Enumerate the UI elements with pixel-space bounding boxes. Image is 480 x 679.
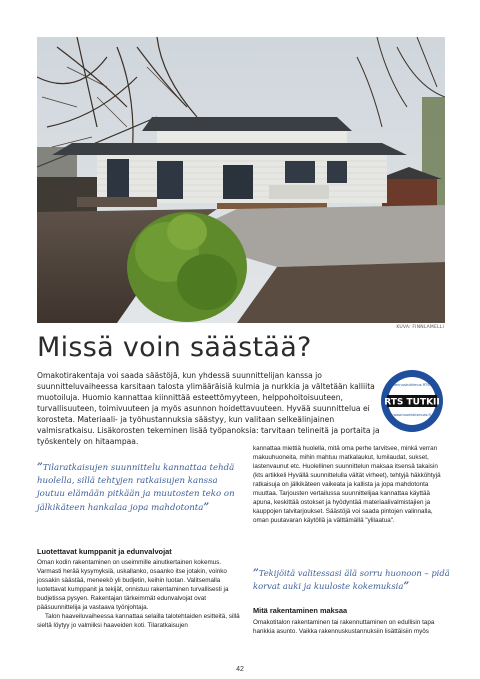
rts-tutkii-seal (379, 368, 445, 434)
pull-quote-secondary: ”Tekijöitä valitessasi älä sorru huonoon – pidä korvat auki ja kuuloste kokemuksia” (253, 568, 450, 592)
house-photo (37, 37, 445, 323)
subheading-kumppanit: Luotettavat kumppanit ja edunvalvojat (37, 547, 172, 556)
svg-text:Rakennustutkimus RTS Oy: Rakennustutkimus RTS Oy (388, 383, 436, 387)
pull-quote-text: Tilaratkaisujen suunnittelu kannattaa tehdä huolella, sillä tehtyjen ratkaisujen kanssa joutuu elämään pitkään ja muutosten teko on jälkikäteen hankalaa jopa mahdotonta (37, 463, 235, 513)
page-number: 42 (236, 666, 244, 673)
column-right-body: kannattaa miettiä huolella, mitä oma perhe tarvitsee, minkä verran makuuhuoneita, mihin mahtuu matkalaukut, lumilaudat, sukset, lastenvaunut etc. Huolellinen suunnittelun maksaa itsensä takaisin (kts artikkeli Hyvällä suunnittelulla vältät virheet), tehtyjä häkköhtyjä ratkaisuja on jälkikäteen vaikeata ja kallista ja jopa mahdotonta muuttaa. Tarjousten vertailussa suunnittelijaa kannattaa käyttää apuna, keskittää ostokset ja hyödyntää materiaalivalmistajien ja kauppojen talvitarjoukset. Säästöjä voi saada pintojen valinnalla, oman puutavaran käytöllä ja välttämällä "ylilaatua". (253, 445, 441, 524)
pull-quote-text: Tekijöitä valitessasi älä sorru huonoon – pidä korvat auki ja kuuloste kokemuksia (253, 568, 450, 591)
article-title: Missä voin säästää? (37, 332, 312, 363)
svg-text:RTS TUTKII: RTS TUTKII (384, 397, 440, 408)
pull-quote: ”Tilaratkaisujen suunnittelu kannattaa tehdä huolella, sillä tehtyjen ratkaisujen kanssa joutuu elämään pitkään ja muutosten teko on jälkikäteen hankalaa jopa mahdotonta” (37, 462, 235, 513)
column-left-body (37, 558, 242, 630)
photo-credit: KUVA: FINNLAMELLI (396, 325, 444, 330)
paragraph: Talon haaveiluvaiheessa kannattaa selailla talotehtaiden esitteitä, sillä sieltä löytyy jo valmiiksi haaveiden koti. Tilaratkaisujen (37, 613, 240, 629)
svg-text:www.tuomiaksmuas.fi: www.tuomiaksmuas.fi (393, 413, 431, 417)
article-intro: Omakotirakentaja voi saada säästöjä, kun yhdessä suunnittelijan kanssa jo suunnitteluvaiheessa karsitaan talosta ylimääräisiä kulmia ja nurkkia ja vältetään kalliita muotoiluja. Huomio kannattaa kiinnittää esteettömyyteen, helppohoitoisuuteen, turvallisuuteen, toimivuuteen ja myös asunnon hoidettavuuteen. Hyvää suunnittelua ei korosteta. Materiaali- ja työhustannuksia säästyy, kun valitaan selkeälinjainen valmisratkaisu. Lisäkorosten tekeminen lisää työpanoksia: tarvitaan telineitä ja portaita ja työskentely on hitaampaa. (37, 371, 380, 446)
subheading-maksaa: Mitä rakentaminen maksaa (253, 606, 348, 615)
column-right-body-continued: Omakotitalon rakentaminen tai rakennuttaminen on edullisin tapa hankkia asunto. Vaikka rakennuskustannuksiin lisättäisiin myös (253, 619, 435, 635)
paragraph: Oman kodin rakentaminen on useimmille ainutkertainen kokemus. Varmasti herää kysymyksiä, uskallanko, osaanko itse jotakin, voinko jossakin säästää, meneekö yli budjetin, keihin luotan. Valitsemalla luotettavat kumppanit ja tekijät, onnistuu rakentaminen turvallisesti ja budjetissa pysyen. Rakentajan tärkeimmät edunvalvojat ovat pääsuunnittelija ja vastaava työnjohtaja. (37, 559, 229, 611)
